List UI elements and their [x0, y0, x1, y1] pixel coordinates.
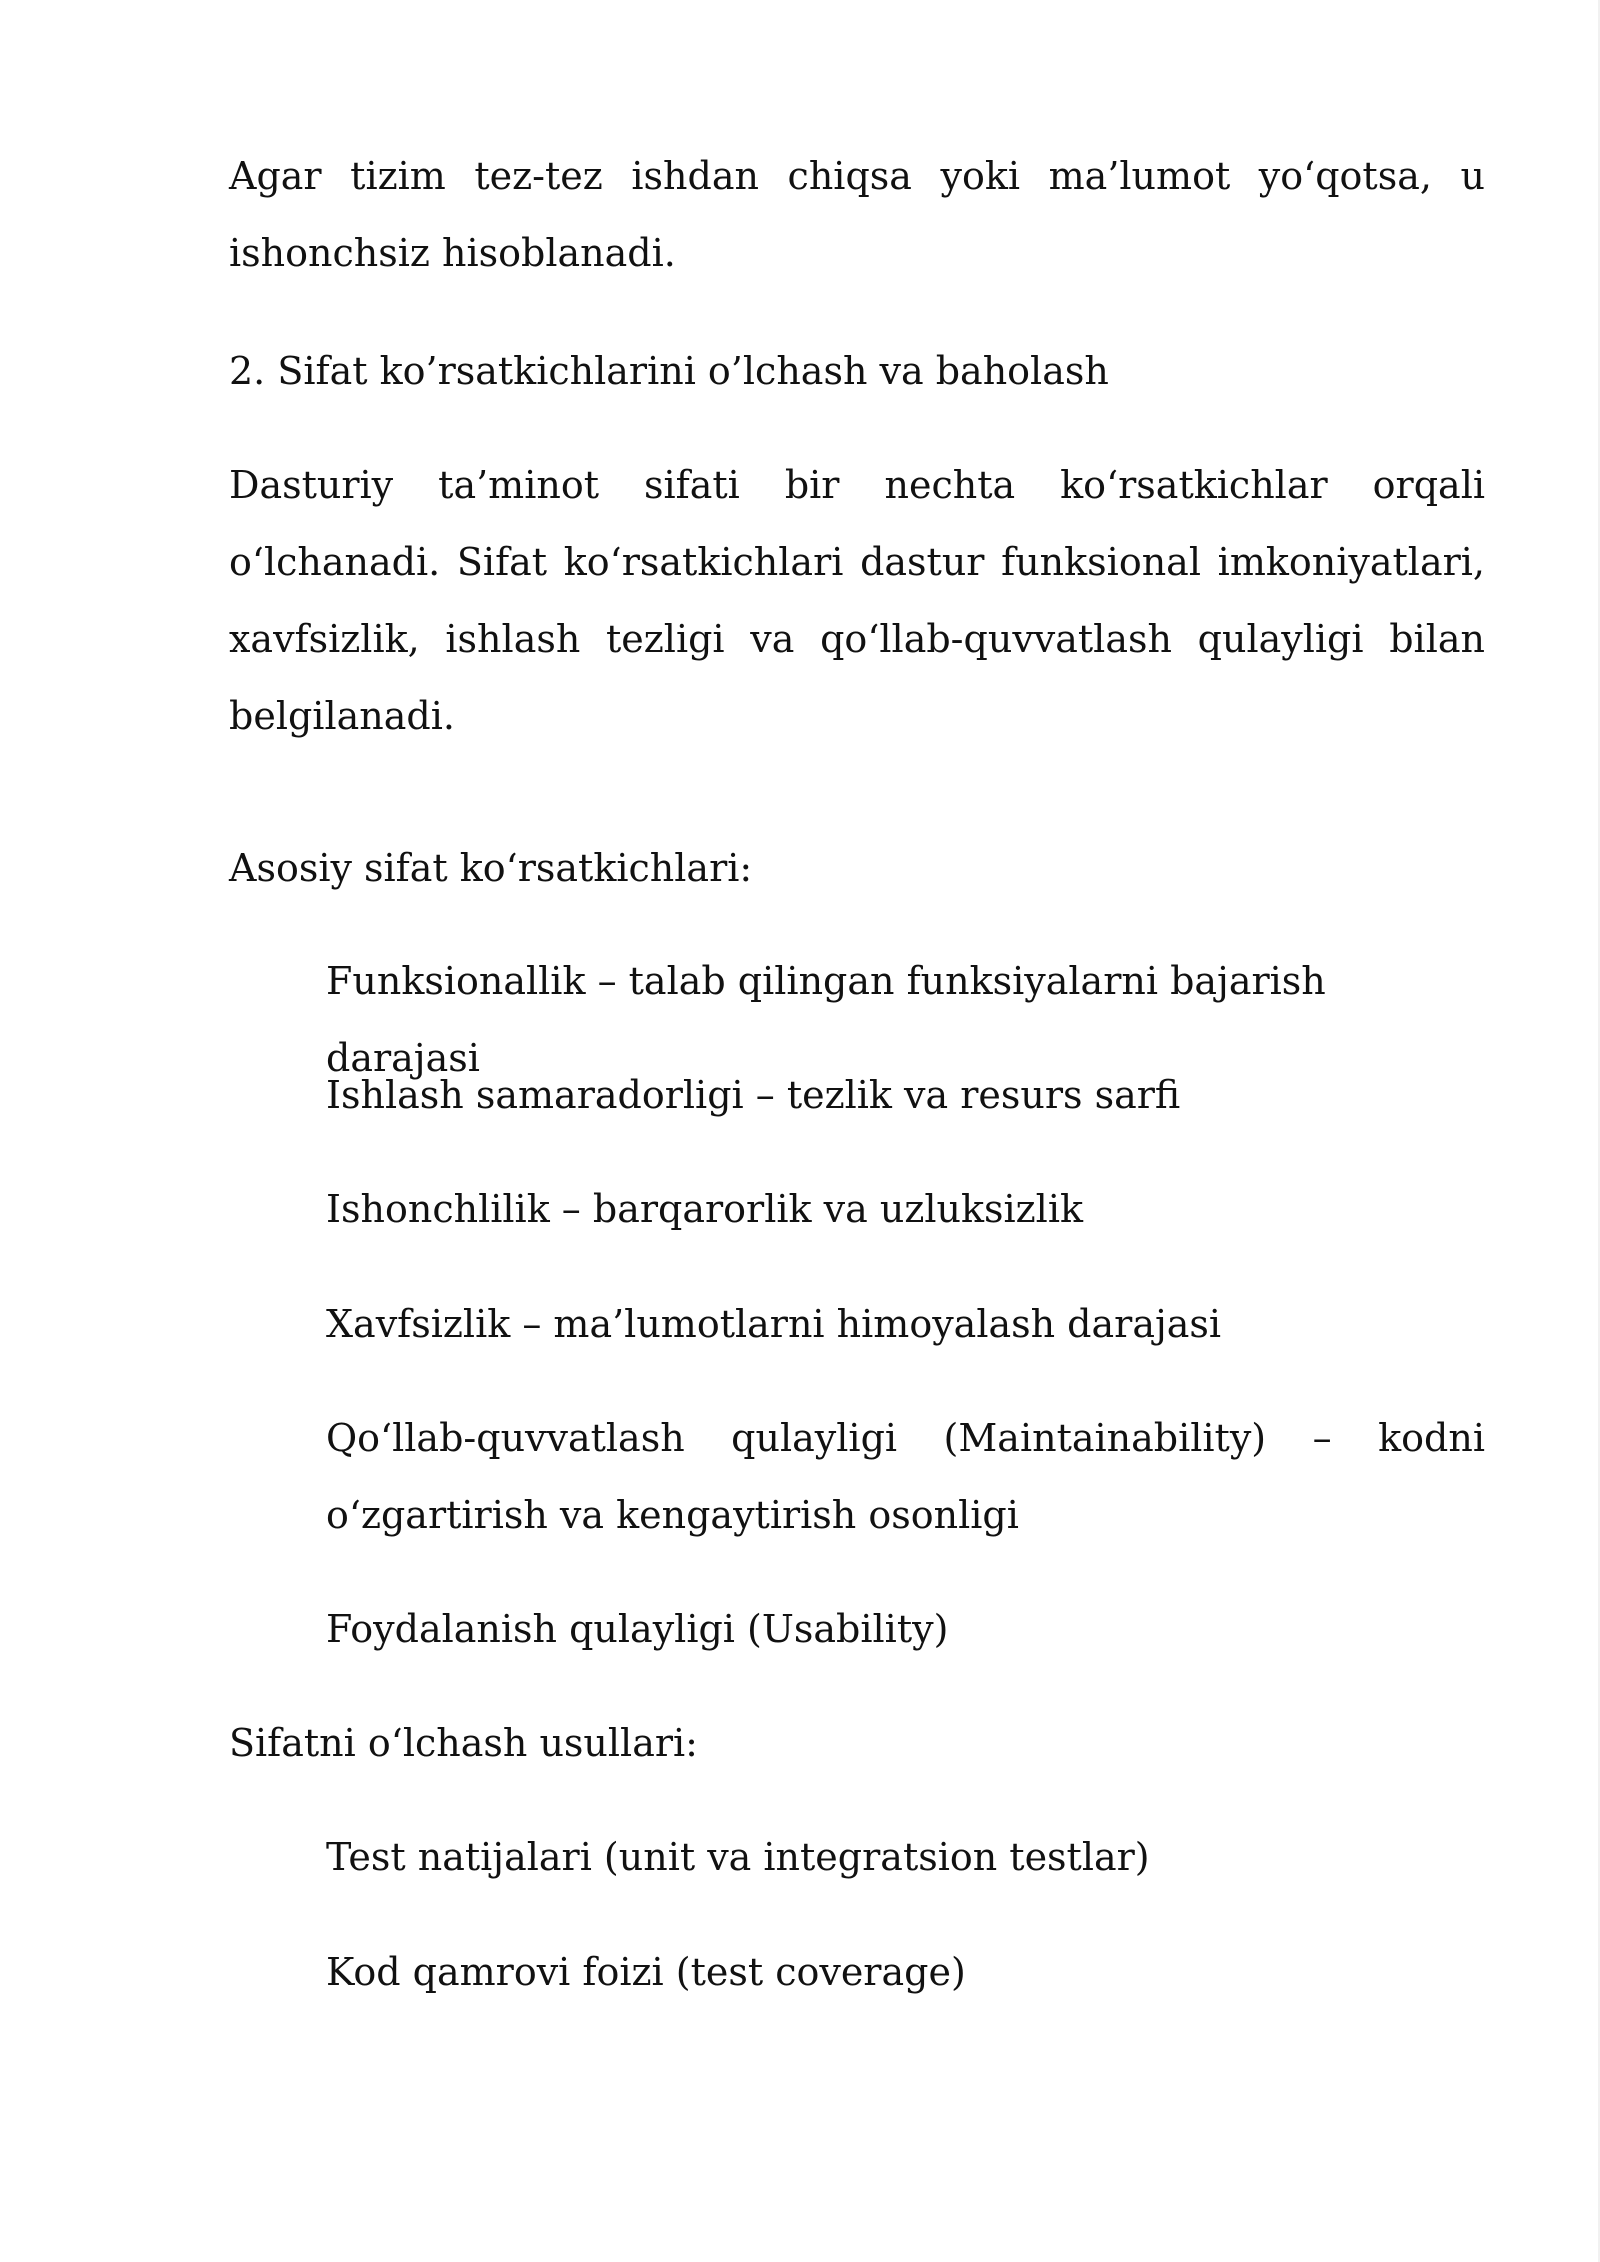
method-item-coverage: Kod qamrovi foizi (test coverage): [326, 1950, 966, 1994]
method-item-tests: Test natijalari (unit va integratsion testlar): [326, 1835, 1150, 1879]
indicator-item-maintainability: Qo‘llab-quvvatlash qulayligi (Maintainability) – kodni o‘zgartirish va kengaytirish osonligi: [326, 1416, 1485, 1537]
indicator-item-reliability: Ishonchlilik – barqarorlik va uzluksizlik: [326, 1187, 1083, 1231]
reliability-paragraph: Agar tizim tez-tez ishdan chiqsa yoki ma’lumot yo‘qotsa, u ishonchsiz hisoblanadi.: [229, 154, 1485, 275]
indicator-item-functionality: Funksionallik – talab qilingan funksiyalarni bajarish darajasi: [326, 959, 1326, 1080]
section-heading: 2. Sifat ko’rsatkichlarini o’lchash va baholash: [229, 349, 1109, 393]
methods-heading: Sifatni o‘lchash usullari:: [229, 1721, 698, 1765]
indicator-item-usability: Foydalanish qulayligi (Usability): [326, 1607, 949, 1651]
indicators-heading: Asosiy sifat ko‘rsatkichlari:: [229, 846, 753, 890]
intro-paragraph: Dasturiy ta’minot sifati bir nechta ko‘rsatkichlar orqali o‘lchanadi. Sifat ko‘rsatkichlari dastur funksional imkoniyatlari, xavfsizlik, ishlash tezligi va qo‘llab-quvvatlash qulayligi bilan belgilanadi.: [229, 463, 1485, 738]
indicator-item-performance: Ishlash samaradorligi – tezlik va resurs sarfi: [326, 1073, 1181, 1117]
indicator-item-security: Xavfsizlik – ma’lumotlarni himoyalash darajasi: [326, 1302, 1222, 1346]
